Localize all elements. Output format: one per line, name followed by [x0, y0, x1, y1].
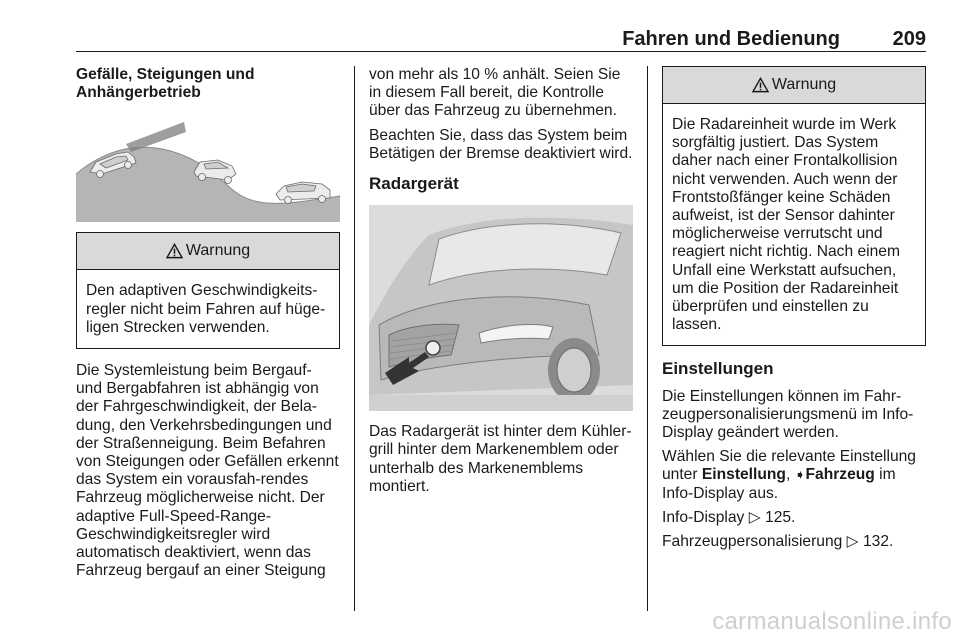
menu-item-einstellung: Einstellung [701, 466, 786, 484]
body-paragraph-brake: Beachten Sie, dass das System beim Betätigen der Bremse deaktiviert wird. [369, 126, 633, 162]
warning-header [663, 67, 925, 104]
warning-title: Warnung [771, 75, 837, 93]
warning-box-radar [662, 66, 926, 346]
page-header [76, 28, 926, 50]
settings-instruction: Wählen Sie die relevante Einstellung unter Einstellung, ➧Fahrzeug im Info-Display aus. [662, 448, 916, 502]
header-title: Fahren und Bedienung [622, 28, 840, 50]
column-divider-1 [354, 66, 355, 611]
column-1 [76, 66, 340, 580]
header-rule [76, 51, 926, 52]
cross-reference-personalisation[interactable]: Fahrzeugpersonalisierung ▷ 132. [662, 533, 894, 551]
body-paragraph-slopes: Die Systemleistung beim Bergauf- und Bergabfahren ist abhängig von der Fahrgeschwindigkeit, der Bela-dung, den Verkehrsbedingungen und der Straßenneigung. Beim Befahren von Steigungen oder Gefällen erkennt das System ein vorausfah-rendes Fahrzeug möglicherweise nicht. Der adaptive Full-Speed-Range-Geschwindigkeitsregler wird automatisch deaktiviert, wenn das Fahrzeug bergauf an einer Steigung [76, 362, 339, 580]
warning-triangle-icon [166, 243, 183, 259]
warning-header [77, 233, 339, 270]
slope-illustration [76, 114, 340, 222]
body-paragraph-continued: von mehr als 10 % anhält. Seien Sie in diesem Fall bereit, die Kontrolle über das Fahrzeug zu übernehmen. [369, 66, 621, 120]
reference-arrow-icon: ▷ [748, 508, 761, 526]
column-3 [662, 66, 926, 551]
section-heading-slopes: Gefälle, Steigungen und Anhängerbetrieb [76, 66, 255, 102]
warning-text: Den adaptiven Geschwindigkeits-regler nicht beim Fahren auf hüge-ligen Strecken verwenden. [86, 282, 326, 336]
section-heading-radar: Radargerät [369, 174, 459, 194]
cross-reference-info-display[interactable]: Info-Display ▷ 125. [662, 508, 796, 526]
radar-caption: Das Radargerät ist hinter dem Kühler-grill hinter dem Markenemblem oder unterhalb des Markenemblems montiert. [369, 423, 632, 495]
column-2 [369, 66, 633, 496]
reference-arrow-icon: ▷ [846, 533, 859, 551]
page-number: 209 [892, 28, 926, 50]
column-divider-2 [647, 66, 648, 611]
arrow-right-icon: ➧ [794, 467, 806, 483]
menu-item-fahrzeug: Fahrzeug [805, 466, 875, 484]
warning-title: Warnung [185, 242, 251, 260]
radar-car-illustration [369, 205, 633, 411]
settings-paragraph: Die Einstellungen können im Fahr-zeugpersonalisierungsmenü im Info-Display geändert werden. [662, 387, 914, 442]
warning-triangle-icon [752, 77, 769, 93]
section-heading-settings: Einstellungen [662, 359, 774, 379]
warning-box-slopes [76, 232, 340, 349]
watermark: carmanualsonline.info [712, 608, 952, 635]
warning-text: Die Radareinheit wurde im Werk sorgfältig justiert. Das System daher nach einer Frontalkollision nicht verwenden. Auch wenn der Frontstoßfänger keine Schäden aufweist, ist der Sensor dahinter möglicherweise verrutscht und reagiert nicht richtig. Nach einem Unfall eine Werkstatt aufsuchen, um die Position der Radareinheit überprüfen und einstellen zu lassen. [672, 116, 900, 334]
